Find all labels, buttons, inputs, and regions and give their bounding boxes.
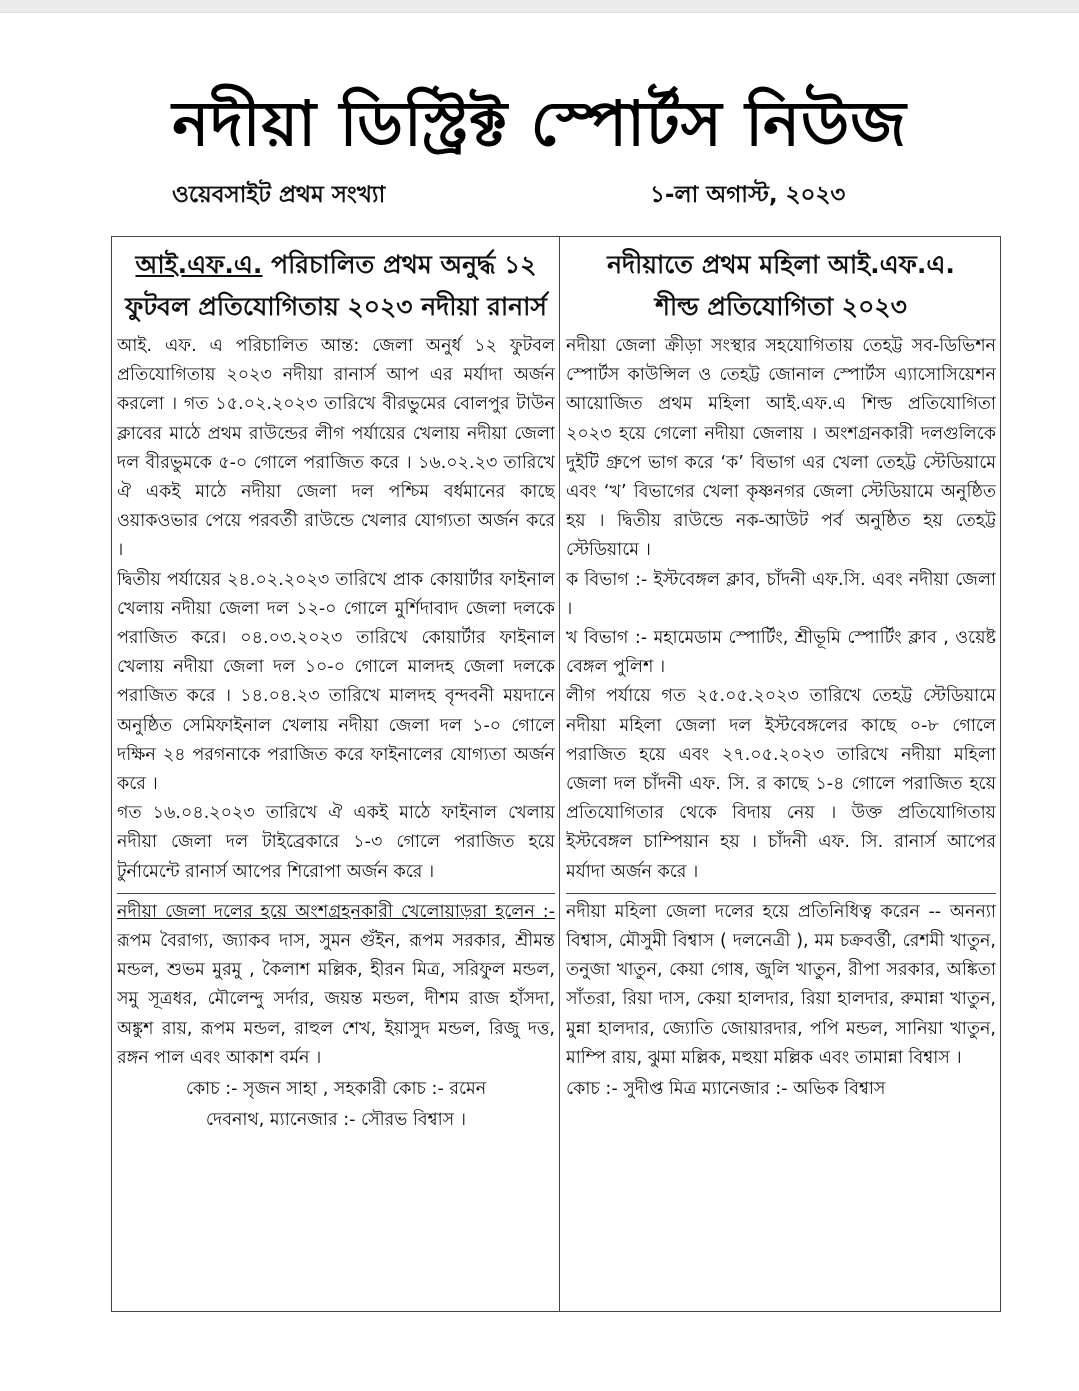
- right-article-headline: [566, 244, 996, 328]
- left-paragraph-2: দ্বিতীয় পর্যায়ের ২৪.০২.২০২৩ তারিখে প্রাক কোয়ার্টার ফাইনাল খেলায় নদীয়া জেলা দল ১২-০ গোলে মুর্শিদাবাদ জেলা দলকে পরাজিত করে। ০৪.০৩.২০২৩ তারিখে কোয়ার্টার ফাইনাল খেলায় নদীয়া জেলা দল ১০-০ গোলে মালদহ জেলা দলকে পরাজিত করে । ১৪.০৪.২৩ তারিখে মালদহ বৃন্দবনী ময়দানে অনুষ্ঠিত সেমিফাইনাল খেলায় নদীয়া জেলা দল ১-০ গোলে দক্ষিন ২৪ পরগনাকে পরাজিত করে ফাইনালের যোগ্যতা অর্জন করে ।: [117, 569, 555, 795]
- left-players-intro: নদীয়া জেলা দলের হয়ে অংশগ্রহনকারী খেলোয়াড়রা হলেন :-: [117, 901, 555, 922]
- left-article-headline: [117, 244, 555, 328]
- right-article-column: [566, 244, 996, 1310]
- top-bar: [0, 0, 1079, 13]
- right-headline-line-1: নদীয়াতে প্রথম মহিলা আই.এফ.এ.: [607, 250, 955, 279]
- right-paragraph-2: ক বিভাগ :- ইস্টবেঙ্গল ক্লাব, চাঁদনী এফ.সি. এবং নদীয়া জেলা ।: [566, 569, 996, 619]
- right-coach-line: কোচ :- সুদীপ্ত মিত্র ম্যানেজার :- অভিক বিশ্বাস: [566, 1079, 886, 1100]
- left-coach-line-1: কোচ :- সৃজন সাহা , সহকারী কোচ :- রমেন: [185, 1079, 487, 1100]
- edition-label: ওয়েবসাইট প্রথম সংখ্যা: [172, 182, 386, 208]
- left-players-list: রূপম বৈরাগ্য, জ্যাকব দাস, সুমন গুঁইন, রূপম সরকার, শ্রীমন্ত মন্ডল, শুভম মুরমু , কৈলাশ মল্লিক, হীরন মিত্র, সরিফুল মন্ডল, সমু সূত্রধর, মৌলেন্দু সর্দার, জয়ন্ত মন্ডল, দীশম রাজ হাঁসদা, অঙ্কুশ রায়, রূপম মন্ডল, রাহুল শেখ, ইয়াসুদ মন্ডল, রিজু দত্ত, রঙ্গন পাল এবং আকাশ বর্মন ।: [117, 931, 555, 1068]
- right-paragraph-4: লীগ পর্যায়ে গত ২৫.০৫.২০২৩ তারিখে তেহট্ট স্টেডিয়ামে নদীয়া মহিলা জেলা দল ইস্টবেঙ্গলের কাছে ০-৮ গোলে পরাজিত হয়ে এবং ২৭.০৫.২০২৩ তারিখে নদীয়া মহিলা জেলা দল চাঁদনী এফ. সি. র কাছে ১-৪ গোলে পরাজিত হয়ে প্রতিযোগিতার থেকে বিদায় নেয় । উক্ত প্রতিযোগিতায় ইস্টবেঙ্গল চাম্পিয়ান হয় । চাঁদনী এফ. সি. রানার্স আপের মর্যাদা অর্জন করে ।: [566, 686, 996, 882]
- right-section-separator: [566, 893, 996, 894]
- issue-date: ১-লা অগাস্ট, ২০২৩: [650, 182, 846, 208]
- left-paragraph-3: গত ১৬.০৪.২০২৩ তারিখে ঐ একই মাঠে ফাইনাল খেলায় নদীয়া জেলা দল টাইব্রেকারে ১-৩ গোলে পরাজিত হয়ে টুর্নামেন্টে রানার্স আপের শিরোপা অর্জন করে ।: [117, 803, 555, 882]
- left-headline-rest: পরিচালিত প্রথম অনুর্দ্ধ ১২ ফুটবল প্রতিযোগিতায় ২০২৩ নদীয়া রানার্স: [125, 250, 547, 321]
- right-paragraph-1: নদীয়া জেলা ক্রীড়া সংস্থার সহযোগিতায় তেহট্ট সব-ডিভিশন স্পোর্টস কাউন্সিল ও তেহট্ট জোনাল স্পোর্টস এ্যাসোসিয়েশন আয়োজিত প্রথম মহিলা আই.এফ.এ শিল্ড প্রতিযোগিতা ২০২৩ হয়ে গেলো নদীয়া জেলায় । অংশগ্রনকারী দলগুলিকে দুইটি গ্রুপে ভাগ করে ‘ক’ বিভাগ এর খেলা তেহট্ট স্টেডিয়ামে এবং ‘খ’ বিভাগের খেলা কৃষ্ণনগর জেলা স্টেডিয়ামে অনুষ্ঠিত হয় । দ্বিতীয় রাউন্ডে নক-আউট পর্ব অনুষ্ঠিত হয় তেহট্ট স্টেডিয়ামে ।: [566, 336, 996, 561]
- right-players-list: নদীয়া মহিলা জেলা দলের হয়ে প্রতিনিধিত্ব করেন -- অনন্যা বিশ্বাস, মৌসুমী বিশ্বাস ( দলনেত্রী ), মম চক্রবর্ত্তী, রেশমী খাতুন, তনুজা খাতুন, কেয়া গোষ, জুলি খাতুন, রীপা সরকার, অঙ্কিতা সাঁতরা, রিয়া দাস, কেয়া হালদার, রিয়া হালদার, রুমান্না খাতুন, মুন্না হালদার, জ্যোতি জোয়ারদার, পপি মন্ডল, সানিয়া খাতুন, মাম্পি রায়, ঝুমা মল্লিক, মহুয়া মল্লিক এবং তামান্না বিশ্বাস ।: [566, 901, 996, 1068]
- left-article-column: [117, 244, 555, 1310]
- right-paragraph-3: খ বিভাগ :- মহামেডাম স্পোর্টিং, শ্রীভূমি স্পোর্টিং ক্লাব , ওয়েষ্ট বেঙ্গল পুলিশ ।: [566, 628, 996, 678]
- column-divider: [559, 236, 560, 1312]
- left-paragraph-1: আই. এফ. এ পরিচালিত আন্ত: জেলা অনুর্ধ ১২ ফুটবল প্রতিযোগিতায় ২০২৩ নদীয়া রানার্স আপ এর মর্যাদা অর্জন করলো । গত ১৫.০২.২০২৩ তারিখে বীরভুমের বোলপুর টাউন ক্লাবের মাঠে প্রথম রাউন্ডের লীগ পর্যায়ের খেলায় নদীয়া জেলা দল বীরভুমকে ৫-০ গোলে পরাজিত করে । ১৬.০২.২৩ তারিখে ঐ একই মাঠে নদীয়া জেলা দল পশ্চিম বর্ধমানের কাছে ওয়াকওভার পেয়ে পরবর্তী রাউন্ডে খেলার যোগ্যতা অর্জন করে ।: [117, 336, 555, 561]
- newspaper-masthead: নদীয়া ডিস্ট্রিক্ট স্পোর্টস নিউজ: [172, 87, 907, 160]
- right-headline-line-2: শীল্ড প্রতিযোগিতা ২০২৩: [655, 292, 907, 321]
- left-players-block: [117, 898, 555, 1073]
- left-coach-line-2: দেবনাথ, ম্যানেজার :- সৌরভ বিশ্বাস ।: [205, 1110, 467, 1131]
- left-headline-underlined: আই.এফ.এ.: [135, 250, 263, 279]
- left-section-separator: [117, 893, 555, 894]
